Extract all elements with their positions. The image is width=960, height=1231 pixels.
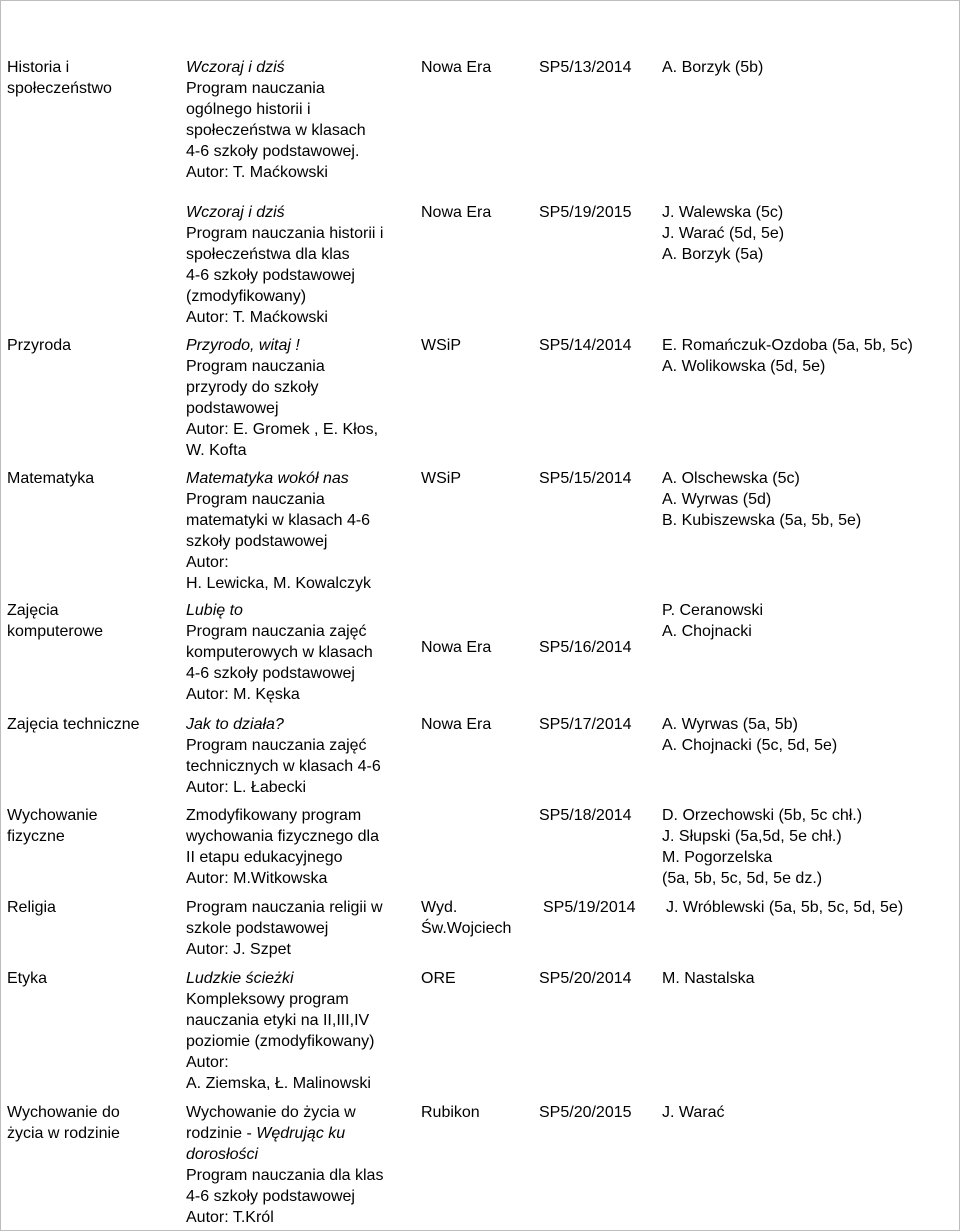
subject-line: Wychowanie: [7, 807, 98, 824]
teacher-line: J. Warać: [662, 1104, 725, 1121]
teachers-cell: [662, 600, 763, 642]
program-line: Wychowanie do życia w: [186, 1104, 356, 1121]
teacher-line: M. Nastalska: [662, 970, 755, 987]
program-title: Wczoraj i dziś: [186, 204, 285, 221]
program-title: Przyrodo, witaj !: [186, 337, 300, 354]
program-line: II etapu edukacyjnego: [186, 849, 343, 866]
publisher-cell: [421, 57, 491, 78]
program-line: (zmodyfikowany): [186, 288, 307, 305]
subject-line: społeczeństwo: [7, 80, 112, 97]
subject-cell: [7, 57, 112, 99]
teacher-line: (5a, 5b, 5c, 5d, 5e dz.): [662, 870, 823, 887]
subject-line: fizyczne: [7, 828, 65, 845]
program-line: ogólnego historii i: [186, 101, 311, 118]
teacher-line: A. Wyrwas (5d): [662, 491, 772, 508]
teachers-cell: [662, 1102, 725, 1123]
subject-line: Historia i: [7, 59, 70, 76]
program-line: Autor:: [186, 554, 229, 571]
teacher-line: A. Chojnacki (5c, 5d, 5e): [662, 737, 838, 754]
subject-line: komputerowe: [7, 623, 104, 640]
program-cell: [186, 600, 373, 705]
program-line: Program nauczania religii w: [186, 899, 383, 916]
publisher-cell: [421, 1102, 480, 1123]
publisher-line: WSiP: [421, 337, 461, 354]
subject-line: Matematyka: [7, 470, 95, 487]
program-cell: [186, 805, 379, 889]
program-line: Autor: L. Łabecki: [186, 779, 307, 796]
subject-line: Zajęcia: [7, 602, 59, 619]
publisher-line: ORE: [421, 970, 456, 987]
teachers-cell: [662, 714, 837, 756]
program-line: Zmodyfikowany program: [186, 807, 362, 824]
approval-number: SP5/14/2014: [539, 337, 632, 354]
program-cell: [186, 202, 383, 328]
program-line: szkoły podstawowej: [186, 533, 328, 550]
program-cell: [186, 57, 366, 183]
teacher-line: B. Kubiszewska (5a, 5b, 5e): [662, 512, 862, 529]
program-line: szkole podstawowej: [186, 920, 329, 937]
program-line: H. Lewicka, M. Kowalczyk: [186, 575, 371, 592]
teacher-line: J. Wróblewski (5a, 5b, 5c, 5d, 5e): [666, 899, 904, 916]
publisher-line: Nowa Era: [421, 716, 492, 733]
program-line: Program nauczania historii i: [186, 225, 384, 242]
program-title: Lubię to: [186, 602, 243, 619]
teacher-line: A. Borzyk (5a): [662, 246, 764, 263]
teachers-cell: [662, 805, 862, 889]
publisher-cell: [421, 968, 456, 989]
publisher-line: Rubikon: [421, 1104, 480, 1121]
publisher-line: Nowa Era: [421, 204, 492, 221]
subject-cell: [7, 968, 47, 989]
subject-cell: [7, 1102, 120, 1144]
subject-cell: [7, 805, 98, 847]
approval-number: SP5/15/2014: [539, 470, 632, 487]
program-line: wychowania fizycznego dla: [186, 828, 379, 845]
subject-cell: [7, 468, 94, 489]
program-line: Program nauczania: [186, 80, 325, 97]
teachers-cell: [666, 897, 903, 918]
publisher-line: Nowa Era: [421, 59, 492, 76]
program-title: dorosłości: [186, 1146, 259, 1163]
publisher-cell: [421, 897, 511, 939]
subject-line: Przyroda: [7, 337, 72, 354]
program-cell: [186, 1102, 383, 1228]
program-line: społeczeństwa dla klas: [186, 246, 350, 263]
program-line: technicznych w klasach 4-6: [186, 758, 381, 775]
program-line: Program nauczania zajęć: [186, 623, 367, 640]
subject-line: Etyka: [7, 970, 48, 987]
publisher-cell: [421, 637, 491, 658]
program-line: Program nauczania: [186, 491, 325, 508]
subject-line: Religia: [7, 899, 56, 916]
teachers-cell: [662, 335, 913, 377]
program-line: A. Ziemska, Ł. Malinowski: [186, 1075, 371, 1092]
program-cell: [186, 335, 378, 461]
teacher-line: M. Pogorzelska: [662, 849, 773, 866]
approval-number: SP5/20/2014: [539, 970, 632, 987]
approval-number: SP5/13/2014: [539, 59, 632, 76]
program-line: podstawowej: [186, 400, 279, 417]
program-line: Autor: T. Maćkowski: [186, 164, 328, 181]
program-line: Autor: T. Maćkowski: [186, 309, 328, 326]
program-line: 4-6 szkoły podstawowej.: [186, 143, 360, 160]
teacher-line: A. Chojnacki: [662, 623, 752, 640]
teacher-line: P. Ceranowski: [662, 602, 764, 619]
approval-number: SP5/17/2014: [539, 716, 632, 733]
program-line: Program nauczania zajęć: [186, 737, 367, 754]
publisher-cell: [421, 202, 491, 223]
program-line: matematyki w klasach 4-6: [186, 512, 371, 529]
publisher-line: Wyd.: [421, 899, 458, 916]
program-cell: [186, 714, 381, 798]
program-line: poziomie (zmodyfikowany): [186, 1033, 375, 1050]
approval-number: SP5/16/2014: [539, 639, 632, 656]
teacher-line: E. Romańczuk-Ozdoba (5a, 5b, 5c): [662, 337, 913, 354]
approval-number: SP5/20/2015: [539, 1104, 632, 1121]
table-border-top: [0, 0, 960, 1]
teacher-line: A. Wyrwas (5a, 5b): [662, 716, 798, 733]
program-line: 4-6 szkoły podstawowej: [186, 665, 355, 682]
program-line: społeczeństwa w klasach: [186, 122, 366, 139]
publisher-cell: [421, 335, 461, 356]
teacher-line: A. Wolikowska (5d, 5e): [662, 358, 826, 375]
program-line: przyrody do szkoły: [186, 379, 319, 396]
subject-line: życia w rodzinie: [7, 1125, 120, 1142]
program-line: W. Kofta: [186, 442, 247, 459]
teachers-cell: [662, 968, 754, 989]
program-title: Wędrując ku: [256, 1125, 346, 1142]
publisher-line: Św.Wojciech: [421, 920, 512, 937]
program-title: Jak to działa?: [186, 716, 284, 733]
program-line: Autor: E. Gromek , E. Kłos,: [186, 421, 379, 438]
program-line: Program nauczania dla klas: [186, 1167, 384, 1184]
publisher-line: Nowa Era: [421, 639, 492, 656]
program-line: Autor:: [186, 1054, 229, 1071]
teacher-line: J. Warać (5d, 5e): [662, 225, 785, 242]
program-line: Autor: T.Król: [186, 1209, 274, 1226]
program-line: Autor: J. Szpet: [186, 941, 291, 958]
subject-cell: [7, 897, 56, 918]
table-border-left: [0, 0, 1, 1231]
program-line: 4-6 szkoły podstawowej: [186, 267, 355, 284]
program-line: Autor: M.Witkowska: [186, 870, 328, 887]
program-line: 4-6 szkoły podstawowej: [186, 1188, 355, 1205]
program-cell: [186, 468, 371, 594]
teacher-line: D. Orzechowski (5b, 5c chł.): [662, 807, 863, 824]
teacher-line: J. Słupski (5a,5d, 5e chł.): [662, 828, 842, 845]
teachers-cell: [662, 57, 763, 78]
approval-number: SP5/18/2014: [539, 807, 632, 824]
subject-line: Wychowanie do: [7, 1104, 120, 1121]
approval-number: SP5/19/2015: [539, 204, 632, 221]
publisher-cell: [421, 468, 461, 489]
teacher-line: A. Olschewska (5c): [662, 470, 800, 487]
teacher-line: A. Borzyk (5b): [662, 59, 764, 76]
teachers-cell: [662, 202, 784, 265]
program-line: Autor: M. Kęska: [186, 686, 300, 703]
subject-line: Zajęcia techniczne: [7, 716, 140, 733]
program-title: Matematyka wokół nas: [186, 470, 349, 487]
program-cell: [186, 968, 375, 1094]
program-line: Kompleksowy program: [186, 991, 349, 1008]
program-line: nauczania etyki na II,III,IV: [186, 1012, 370, 1029]
publisher-line: WSiP: [421, 470, 461, 487]
program-line: Program nauczania: [186, 358, 325, 375]
subject-cell: [7, 714, 140, 735]
subject-cell: [7, 600, 103, 642]
program-cell: [186, 897, 383, 960]
program-line: komputerowych w klasach: [186, 644, 373, 661]
approval-number: SP5/19/2014: [543, 899, 636, 916]
program-title: Wczoraj i dziś: [186, 59, 285, 76]
program-title: Ludzkie ścieżki: [186, 970, 294, 987]
teachers-cell: [662, 468, 861, 531]
teacher-line: J. Walewska (5c): [662, 204, 784, 221]
program-line: rodzinie -: [186, 1125, 257, 1142]
subject-cell: [7, 335, 71, 356]
publisher-cell: [421, 714, 491, 735]
